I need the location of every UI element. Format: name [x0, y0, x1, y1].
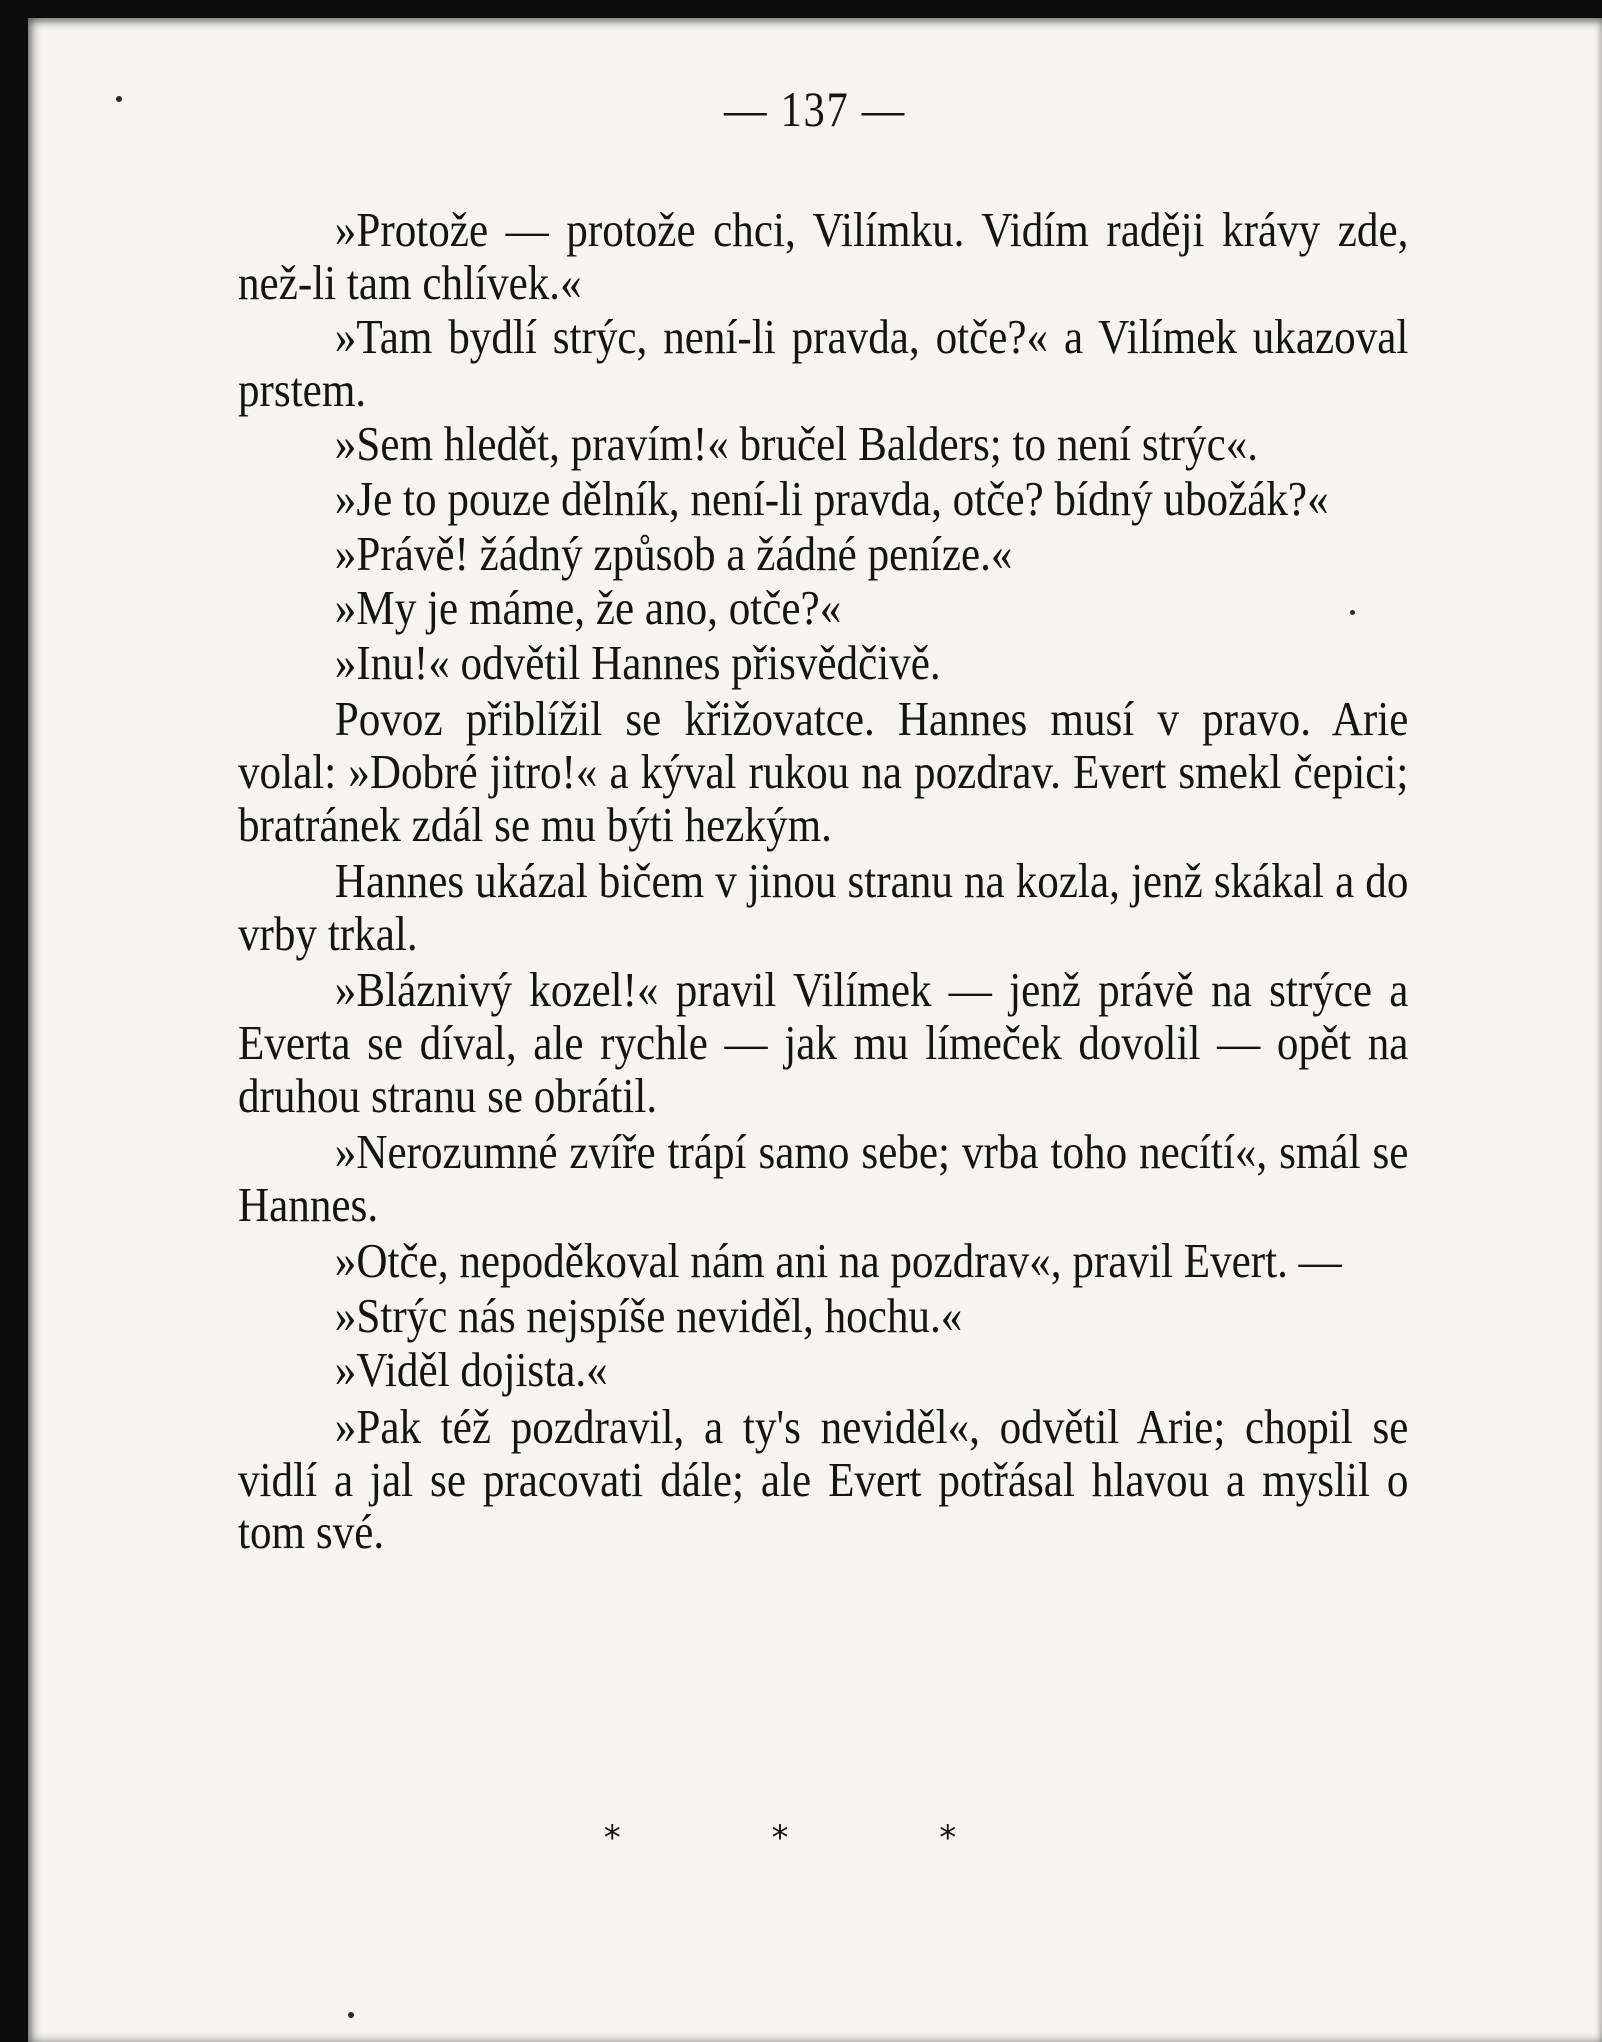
paragraph: »Pak též pozdravil, a ty's neviděl«, odvětil Arie; chopil se vidlí a jal se pracovati dále; ale Evert potřásal hlavou a myslil o tom své. — [238, 1399, 1409, 1560]
paragraph: »Je to pouze dělník, není-li pravda, otče? bídný ubožák?« — [334, 470, 1329, 526]
paragraph: »Protože — protože chci, Vilímku. Vidím raději krávy zde, než-li tam chlívek.« — [238, 202, 1409, 310]
paragraph: »Inu!« odvětil Hannes přisvědčivě. — [334, 634, 941, 690]
paper-speck — [1350, 610, 1355, 615]
paper-speck — [348, 2012, 354, 2018]
page-number: — 137 — — [724, 81, 906, 137]
paragraph: »Bláznivý kozel!« pravil Vilímek — jenž právě na strýce a Everta se díval, ale rychle — jak mu límeček dovolil — opět na druhou stranu se obrátil. — [238, 962, 1409, 1123]
paragraph: Hannes ukázal bičem v jinou stranu na kozla, jenž skákal a do vrby trkal. — [238, 853, 1409, 961]
paragraph: »Otče, nepoděkoval nám ani na pozdrav«, pravil Evert. — — [334, 1233, 1342, 1289]
paragraph: »Právě! žádný způsob a žádné peníze.« — [334, 525, 1013, 581]
paragraph: »Viděl dojista.« — [334, 1342, 608, 1398]
body-text — [238, 204, 1408, 1561]
paragraph: Povoz přiblížil se křižovatce. Hannes musí v pravo. Arie volal: »Dobré jitro!« a kýval rukou na pozdrav. Evert smekl čepici; bratránek zdál se mu býti hezkým. — [238, 691, 1409, 852]
paper-speck — [116, 96, 122, 102]
book-page — [28, 18, 1602, 2042]
paragraph: »Nerozumné zvíře trápí samo sebe; vrba toho necítí«, smál se Hannes. — [238, 1124, 1409, 1232]
section-separator: * * * — [603, 1818, 1027, 1858]
paragraph: »My je máme, že ano, otče?« — [334, 580, 842, 636]
paragraph: »Tam bydlí strýc, není-li pravda, otče?« a Vilímek ukazoval prstem. — [238, 309, 1409, 417]
paragraph: »Strýc nás nejspíše neviděl, hochu.« — [334, 1287, 963, 1343]
paragraph: »Sem hledět, pravím!« bručel Balders; to není strýc«. — [334, 416, 1259, 472]
